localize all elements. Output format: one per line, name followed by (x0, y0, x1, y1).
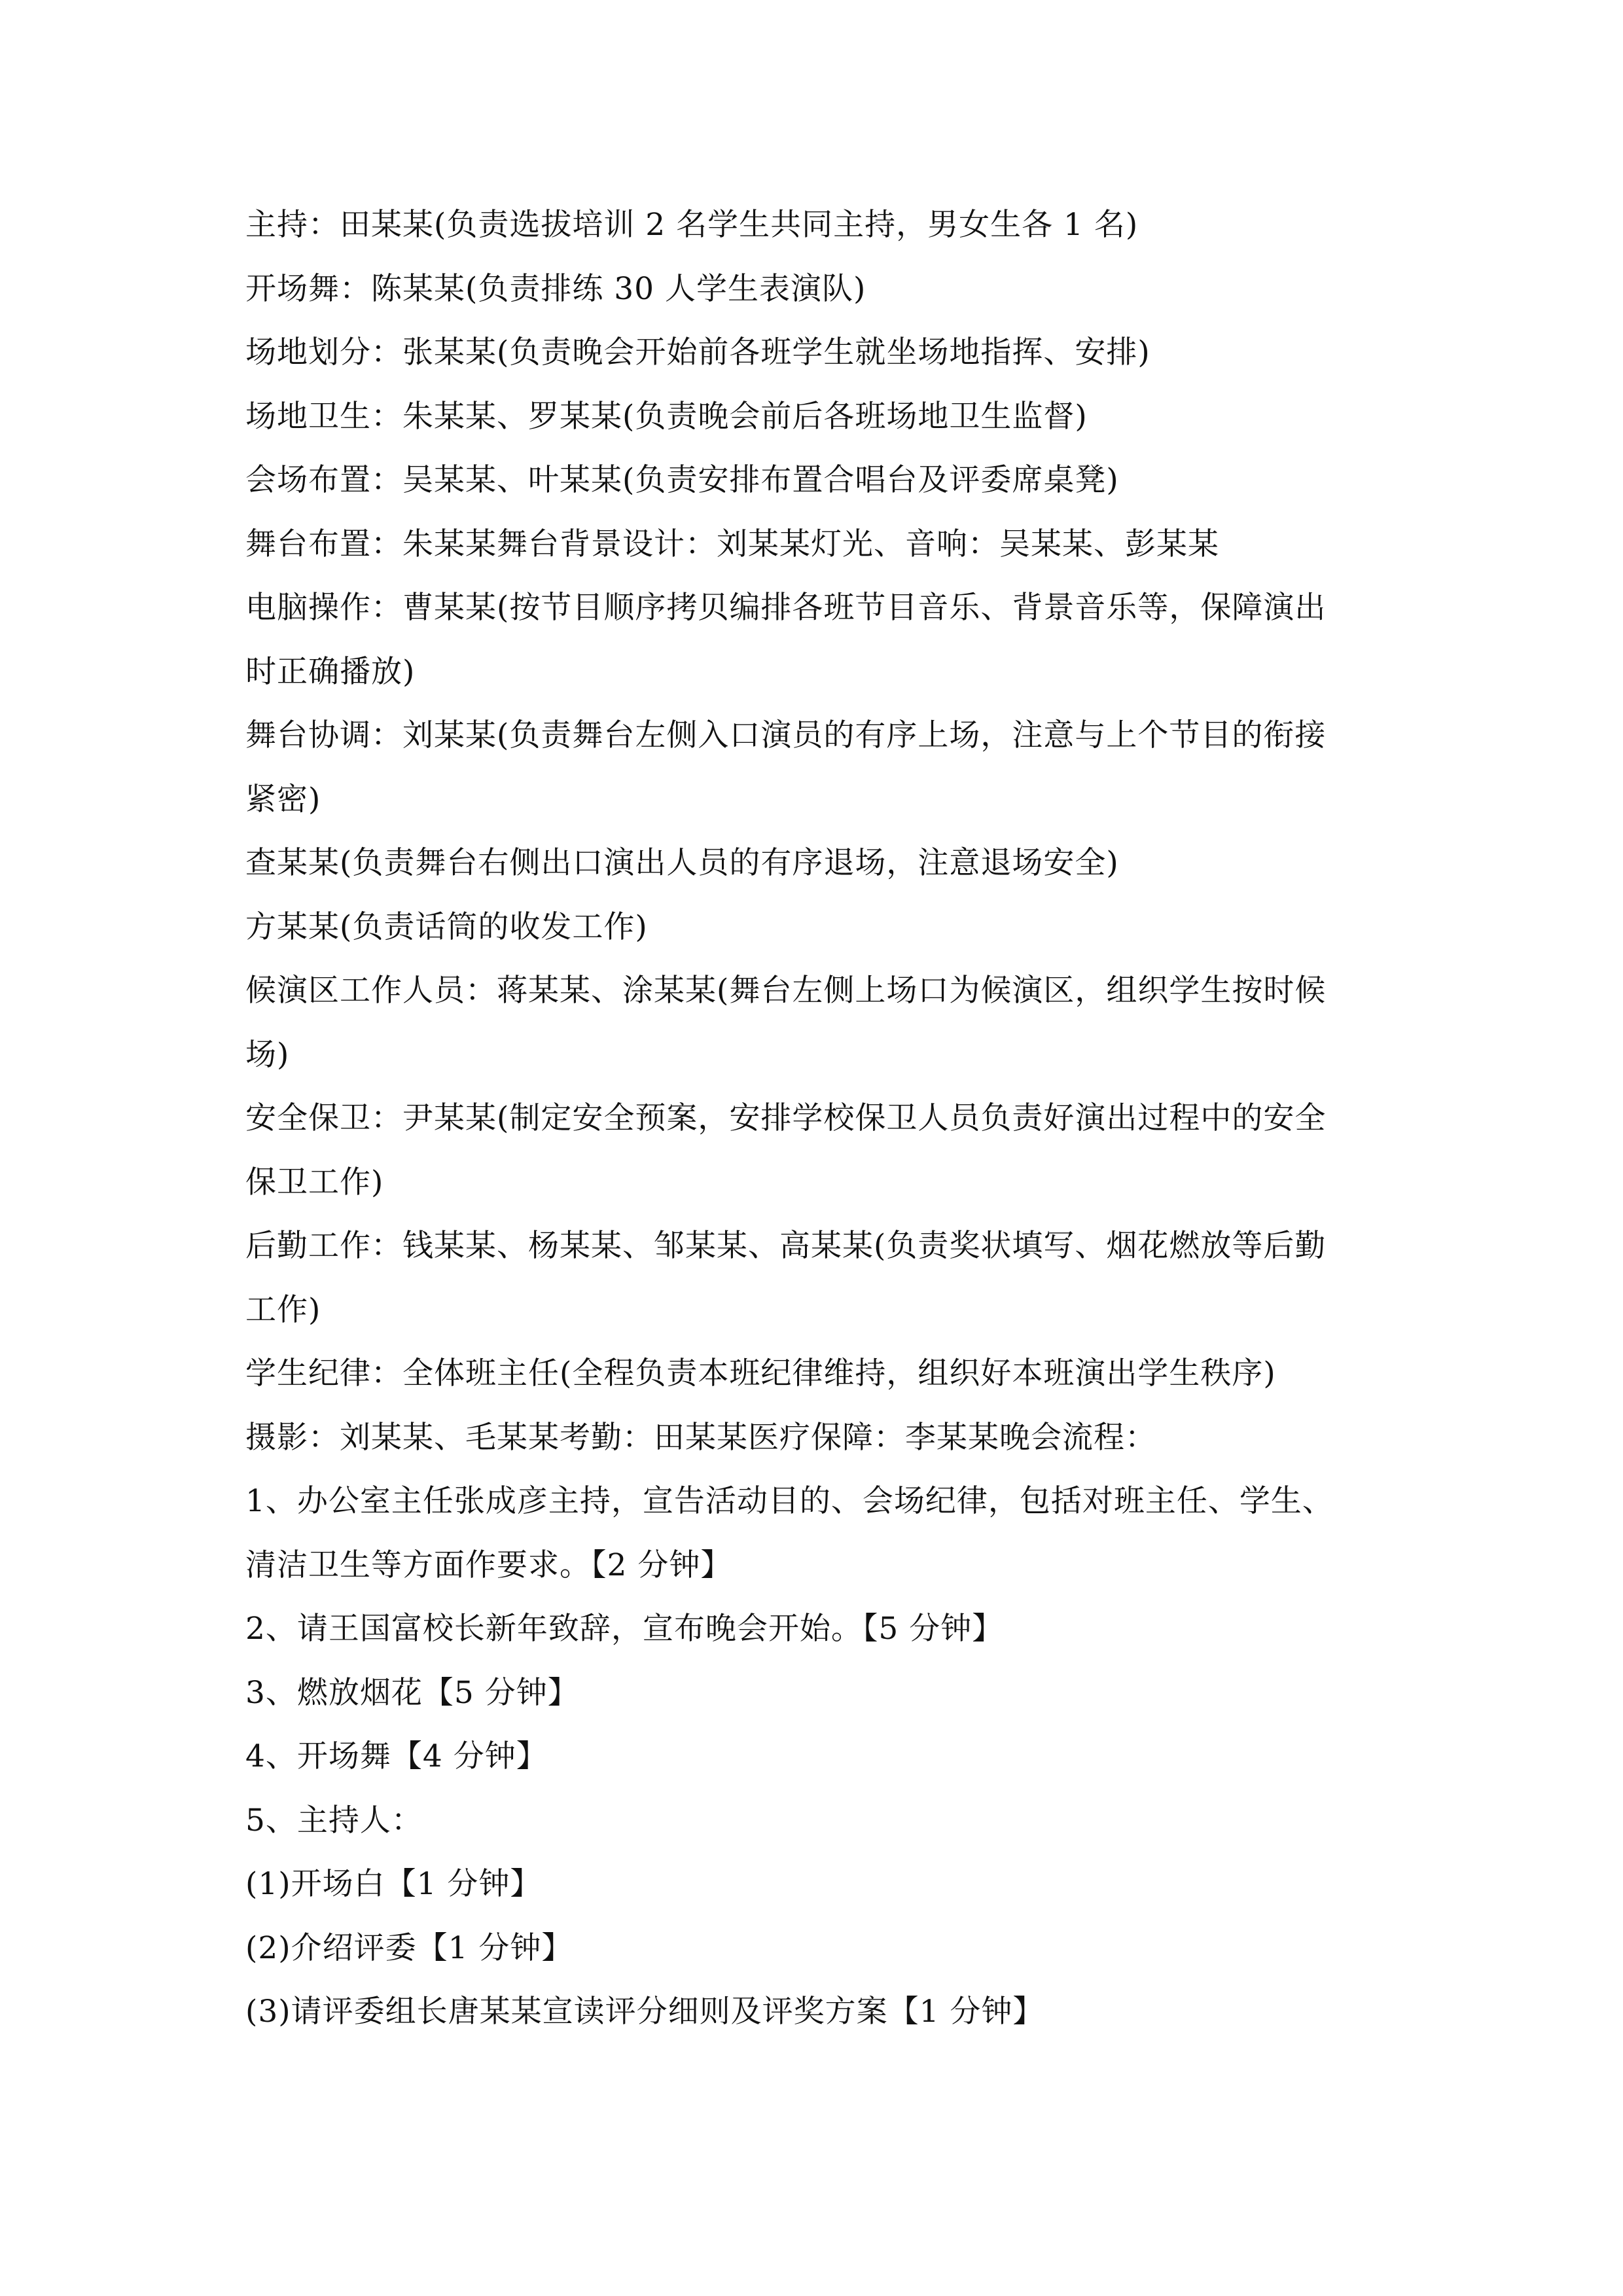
text-line: 保卫工作) (245, 1164, 384, 1200)
text-line: 紧密) (245, 781, 321, 817)
text-line: 场) (245, 1036, 290, 1073)
text-line: 安全保卫：尹某某(制定安全预案，安排学校保卫人员负责好演出过程中的安全 (245, 1100, 1327, 1136)
text-line: (3)请评委组长唐某某宣读评分细则及评奖方案【1 分钟】 (245, 1994, 1044, 2030)
text-line: 场地划分：张某某(负责晚会开始前各班学生就坐场地指挥、安排) (245, 334, 1150, 370)
text-line: 4、开场舞【4 分钟】 (245, 1738, 548, 1774)
text-line: 5、主持人： (245, 1802, 423, 1839)
text-line: 清洁卫生等方面作要求。【2 分钟】 (245, 1547, 732, 1583)
text-line: 2、请王国富校长新年致辞，宣布晚会开始。【5 分钟】 (245, 1611, 1004, 1647)
text-line: 电脑操作：曹某某(按节目顺序拷贝编排各班节目音乐、背景音乐等，保障演出 (245, 590, 1327, 626)
text-line: 后勤工作：钱某某、杨某某、邹某某、高某某(负责奖状填写、烟花燃放等后勤 (245, 1228, 1327, 1264)
text-line: 舞台布置：朱某某舞台背景设计：刘某某灯光、音响：吴某某、彭某某 (245, 526, 1219, 562)
text-line: 场地卫生：朱某某、罗某某(负责晚会前后各班场地卫生监督) (245, 398, 1088, 435)
text-line: 摄影：刘某某、毛某某考勤：田某某医疗保障：李某某晚会流程： (245, 1419, 1156, 1456)
text-line: 3、燃放烟花【5 分钟】 (245, 1674, 579, 1711)
text-line: (1)开场白【1 分钟】 (245, 1866, 542, 1902)
text-line: 工作) (245, 1291, 321, 1328)
document-body (245, 193, 1387, 2044)
text-line: 学生纪律：全体班主任(全程负责本班纪律维持，组织好本班演出学生秩序) (245, 1355, 1276, 1391)
text-line: (2)介绍评委【1 分钟】 (245, 1929, 573, 1966)
text-line: 时正确播放) (245, 653, 416, 690)
text-line: 候演区工作人员：蒋某某、涂某某(舞台左侧上场口为候演区，组织学生按时候 (245, 973, 1327, 1009)
text-line: 开场舞：陈某某(负责排练 30 人学生表演队) (245, 270, 866, 307)
text-line: 主持：田某某(负责选拔培训 2 名学生共同主持，男女生各 1 名) (245, 207, 1139, 243)
text-line: 舞台协调：刘某某(负责舞台左侧入口演员的有序上场，注意与上个节目的衔接 (245, 717, 1327, 753)
text-line: 方某某(负责话筒的收发工作) (245, 908, 648, 945)
text-line: 1、办公室主任张成彦主持，宣告活动目的、会场纪律，包括对班主任、学生、 (245, 1483, 1334, 1519)
text-line: 查某某(负责舞台右侧出口演出人员的有序退场，注意退场安全) (245, 845, 1119, 881)
text-line: 会场布置：吴某某、叶某某(负责安排布置合唱台及评委席桌凳) (245, 462, 1119, 498)
